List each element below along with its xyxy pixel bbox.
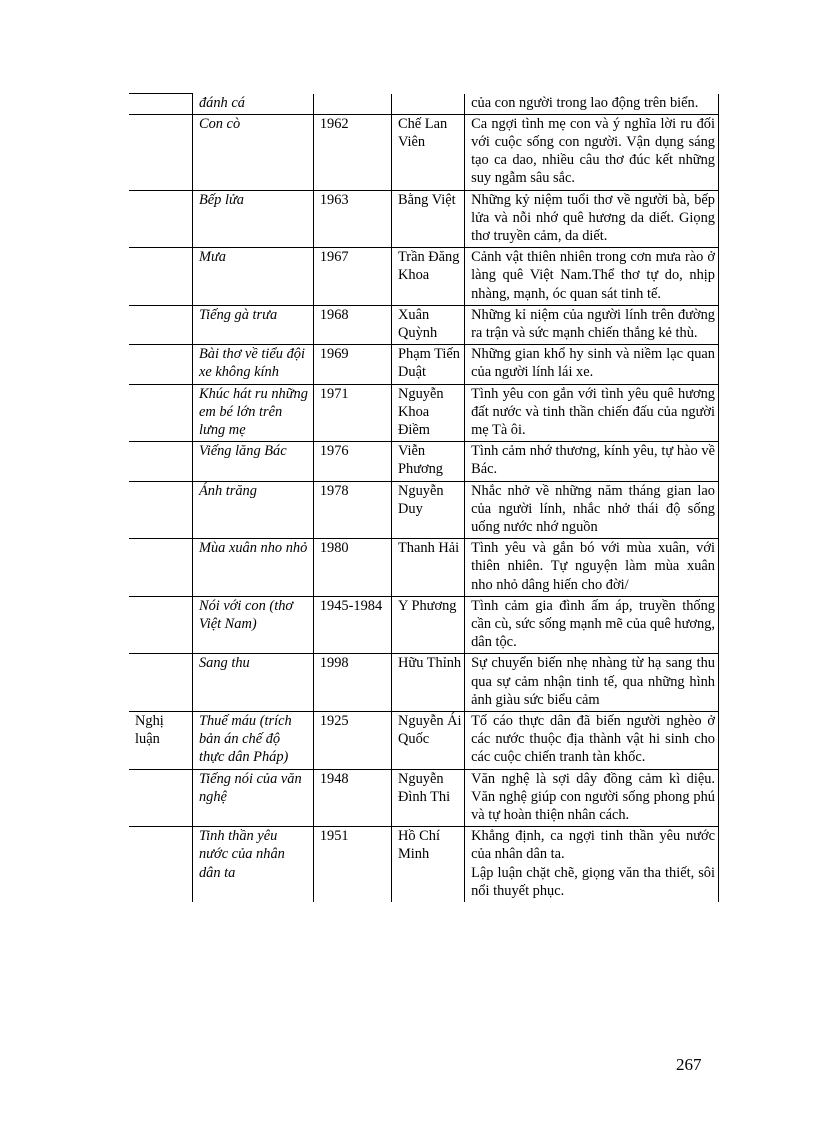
author-cell: Hồ Chí Minh bbox=[392, 827, 465, 902]
year-cell: 1967 bbox=[313, 248, 391, 306]
content-cell: của con người trong lao động trên biển. bbox=[465, 94, 719, 115]
content-cell: Nhắc nhở về những năm tháng gian lao của người lính, nhắc nhở thái độ sống uống nước nhớ nguồn bbox=[465, 481, 719, 539]
title-cell: Mưa bbox=[192, 248, 313, 306]
content-cell: Ca ngợi tình mẹ con và ý nghĩa lời ru đối với cuộc sống con người. Vận dụng sáng tạo ca dao, nhiều câu thơ đúc kết những suy ngẫm sâu sắc. bbox=[465, 114, 719, 190]
author-cell: Hữu Thỉnh bbox=[392, 654, 465, 712]
genre-cell bbox=[129, 539, 192, 597]
content-cell: Tình yêu con gắn với tình yêu quê hương đất nước và tinh thần chiến đấu của người mẹ Tà ôi. bbox=[465, 384, 719, 442]
title-cell: Tiếng nói của văn nghệ bbox=[192, 769, 313, 827]
year-cell: 1962 bbox=[313, 114, 391, 190]
table-row bbox=[129, 596, 719, 654]
table-row bbox=[129, 305, 719, 344]
title-cell: Khúc hát ru những em bé lớn trên lưng mẹ bbox=[192, 384, 313, 442]
content-cell: Khẳng định, ca ngợi tinh thần yêu nước của nhân dân ta. Lập luận chặt chẽ, giọng văn tha thiết, sôi nổi thuyết phục. bbox=[465, 827, 719, 902]
genre-cell bbox=[129, 114, 192, 190]
genre-cell bbox=[129, 345, 192, 384]
title-cell: đánh cá bbox=[192, 94, 313, 115]
page-number: 267 bbox=[676, 1055, 702, 1074]
literature-table bbox=[129, 93, 719, 902]
genre-cell bbox=[129, 442, 192, 481]
year-cell: 1948 bbox=[313, 769, 391, 827]
author-cell: Chế Lan Viên bbox=[392, 114, 465, 190]
title-cell: Bài thơ về tiểu đội xe không kính bbox=[192, 345, 313, 384]
title-cell: Tinh thần yêu nước của nhân dân ta bbox=[192, 827, 313, 902]
year-cell: 1951 bbox=[313, 827, 391, 902]
genre-cell bbox=[129, 827, 192, 902]
year-cell: 1968 bbox=[313, 305, 391, 344]
table-row bbox=[129, 384, 719, 442]
genre-cell bbox=[129, 769, 192, 827]
year-cell bbox=[313, 94, 391, 115]
author-cell: Viễn Phương bbox=[392, 442, 465, 481]
table-row bbox=[129, 539, 719, 597]
genre-cell bbox=[129, 596, 192, 654]
author-cell: Thanh Hải bbox=[392, 539, 465, 597]
content-cell: Sự chuyển biến nhẹ nhàng từ hạ sang thu qua sự cảm nhận tinh tế, qua những hình ảnh giàu sức biểu cảm bbox=[465, 654, 719, 712]
table-row bbox=[129, 654, 719, 712]
author-cell: Bằng Việt bbox=[392, 190, 465, 248]
genre-cell bbox=[129, 94, 192, 115]
genre-cell bbox=[129, 248, 192, 306]
year-cell: 1963 bbox=[313, 190, 391, 248]
genre-cell bbox=[129, 654, 192, 712]
title-cell: Mùa xuân nho nhỏ bbox=[192, 539, 313, 597]
title-cell: Viếng lăng Bác bbox=[192, 442, 313, 481]
author-cell: Nguyễn Duy bbox=[392, 481, 465, 539]
year-cell: 1925 bbox=[313, 712, 391, 770]
table-row bbox=[129, 114, 719, 190]
table-row bbox=[129, 769, 719, 827]
author-cell: Trần Đăng Khoa bbox=[392, 248, 465, 306]
table-row bbox=[129, 827, 719, 902]
genre-cell bbox=[129, 305, 192, 344]
content-cell: Những kỷ niệm tuổi thơ về người bà, bếp lửa và nỗi nhớ quê hương da diết. Giọng thơ truyền cảm, da diết. bbox=[465, 190, 719, 248]
genre-cell bbox=[129, 190, 192, 248]
content-cell: Tình cảm nhớ thương, kính yêu, tự hào về Bác. bbox=[465, 442, 719, 481]
author-cell: Xuân Quỳnh bbox=[392, 305, 465, 344]
year-cell: 1978 bbox=[313, 481, 391, 539]
content-cell: Những kỉ niệm của người lính trên đường ra trận và sức mạnh chiến thắng kẻ thù. bbox=[465, 305, 719, 344]
year-cell: 1976 bbox=[313, 442, 391, 481]
author-cell bbox=[392, 94, 465, 115]
genre-cell bbox=[129, 481, 192, 539]
year-cell: 1969 bbox=[313, 345, 391, 384]
title-cell: Con cò bbox=[192, 114, 313, 190]
author-cell: Nguyễn Ái Quốc bbox=[392, 712, 465, 770]
year-cell: 1945-1984 bbox=[313, 596, 391, 654]
author-cell: Nguyễn Khoa Điềm bbox=[392, 384, 465, 442]
table-row bbox=[129, 712, 719, 770]
author-cell: Nguyễn Đình Thi bbox=[392, 769, 465, 827]
title-cell: Tiếng gà trưa bbox=[192, 305, 313, 344]
title-cell: Bếp lửa bbox=[192, 190, 313, 248]
table-row bbox=[129, 248, 719, 306]
year-cell: 1998 bbox=[313, 654, 391, 712]
content-cell: Những gian khổ hy sinh và niềm lạc quan của người lính lái xe. bbox=[465, 345, 719, 384]
genre-cell: Nghị luận bbox=[129, 712, 192, 770]
title-cell: Nói với con (thơ Việt Nam) bbox=[192, 596, 313, 654]
title-cell: Thuế máu (trích bản án chế độ thực dân Pháp) bbox=[192, 712, 313, 770]
table-row bbox=[129, 94, 719, 115]
author-cell: Phạm Tiến Duật bbox=[392, 345, 465, 384]
content-cell: Tình cảm gia đình ấm áp, truyền thống cần cù, sức sống mạnh mẽ của quê hương, dân tộc. bbox=[465, 596, 719, 654]
content-cell: Văn nghệ là sợi dây đồng cảm kì diệu. Văn nghệ giúp con người sống phong phú và tự hoàn thiện nhân cách. bbox=[465, 769, 719, 827]
year-cell: 1971 bbox=[313, 384, 391, 442]
content-cell: Tình yêu và gắn bó với mùa xuân, với thiên nhiên. Tự nguyện làm mùa xuân nho nhỏ dâng hiến cho đời/ bbox=[465, 539, 719, 597]
title-cell: Sang thu bbox=[192, 654, 313, 712]
content-cell: Cảnh vật thiên nhiên trong cơn mưa rào ở làng quê Việt Nam.Thể thơ tự do, nhịp nhàng, mạnh, óc quan sát tinh tế. bbox=[465, 248, 719, 306]
title-cell: Ánh trăng bbox=[192, 481, 313, 539]
content-cell: Tố cáo thực dân đã biến người nghèo ở các nước thuộc địa thành vật hi sinh cho các cuộc chiến tranh tàn khốc. bbox=[465, 712, 719, 770]
genre-cell bbox=[129, 384, 192, 442]
table-row bbox=[129, 442, 719, 481]
table-row bbox=[129, 345, 719, 384]
table-row bbox=[129, 190, 719, 248]
author-cell: Y Phương bbox=[392, 596, 465, 654]
table-row bbox=[129, 481, 719, 539]
works-table bbox=[129, 93, 719, 902]
year-cell: 1980 bbox=[313, 539, 391, 597]
